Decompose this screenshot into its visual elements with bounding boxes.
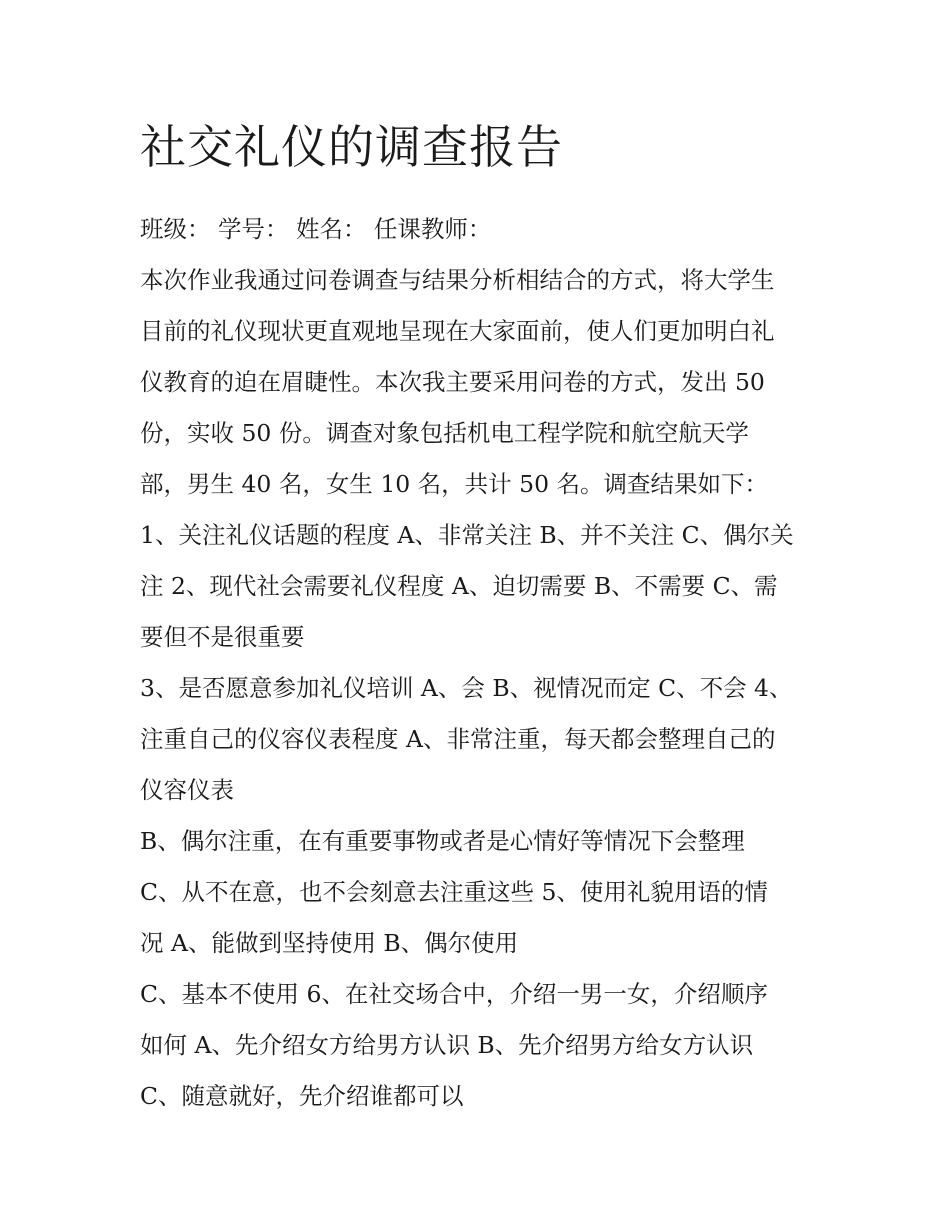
- text-line: C、随意就好，先介绍谁都可以: [140, 1082, 464, 1110]
- text-line: 仪教育的迫在眉睫性。本次我主要采用问卷的方式，发出 50: [140, 368, 765, 396]
- text-line: 份，实收 50 份。调查对象包括机电工程学院和航空航天学: [140, 419, 749, 447]
- document-body: [140, 204, 820, 1122]
- text-line: 如何 A、先介绍女方给男方认识 B、先介绍男方给女方认识: [140, 1031, 754, 1059]
- text-line: 班级： 学号： 姓名： 任课教师：: [140, 215, 492, 243]
- paragraph: [140, 510, 820, 663]
- text-line: 部，男生 40 名，女生 10 名，共计 50 名。调查结果如下：: [140, 470, 769, 498]
- text-line: 注 2、现代社会需要礼仪程度 A、迫切需要 B、不需要 C、需: [140, 572, 778, 600]
- text-line: 况 A、能做到坚持使用 B、偶尔使用: [140, 929, 519, 957]
- text-line: C、基本不使用 6、在社交场合中，介绍一男一女，介绍顺序: [140, 980, 768, 1008]
- text-line: 本次作业我通过问卷调查与结果分析相结合的方式，将大学生: [140, 266, 775, 294]
- document-page: [140, 112, 820, 1122]
- paragraph: [140, 867, 820, 969]
- text-line: 3、是否愿意参加礼仪培训 A、会 B、视情况而定 C、不会 4、: [140, 674, 793, 702]
- paragraph: [140, 663, 820, 816]
- paragraph: [140, 255, 820, 510]
- text-line: 目前的礼仪现状更直观地呈现在大家面前，使人们更加明白礼: [140, 317, 775, 345]
- paragraph: [140, 969, 820, 1122]
- paragraph: [140, 816, 820, 867]
- text-line: 1、关注礼仪话题的程度 A、非常关注 B、并不关注 C、偶尔关: [140, 521, 794, 549]
- text-line: 注重自己的仪容仪表程度 A、非常注重，每天都会整理自己的: [140, 725, 776, 753]
- text-line: C、从不在意，也不会刻意去注重这些 5、使用礼貌用语的情: [140, 878, 768, 906]
- document-title: 社交礼仪的调查报告: [140, 120, 563, 174]
- paragraph: [140, 204, 820, 255]
- text-line: B、偶尔注重，在有重要事物或者是心情好等情况下会整理: [140, 827, 745, 855]
- text-line: 仪容仪表: [140, 776, 234, 804]
- text-line: 要但不是很重要: [140, 623, 305, 651]
